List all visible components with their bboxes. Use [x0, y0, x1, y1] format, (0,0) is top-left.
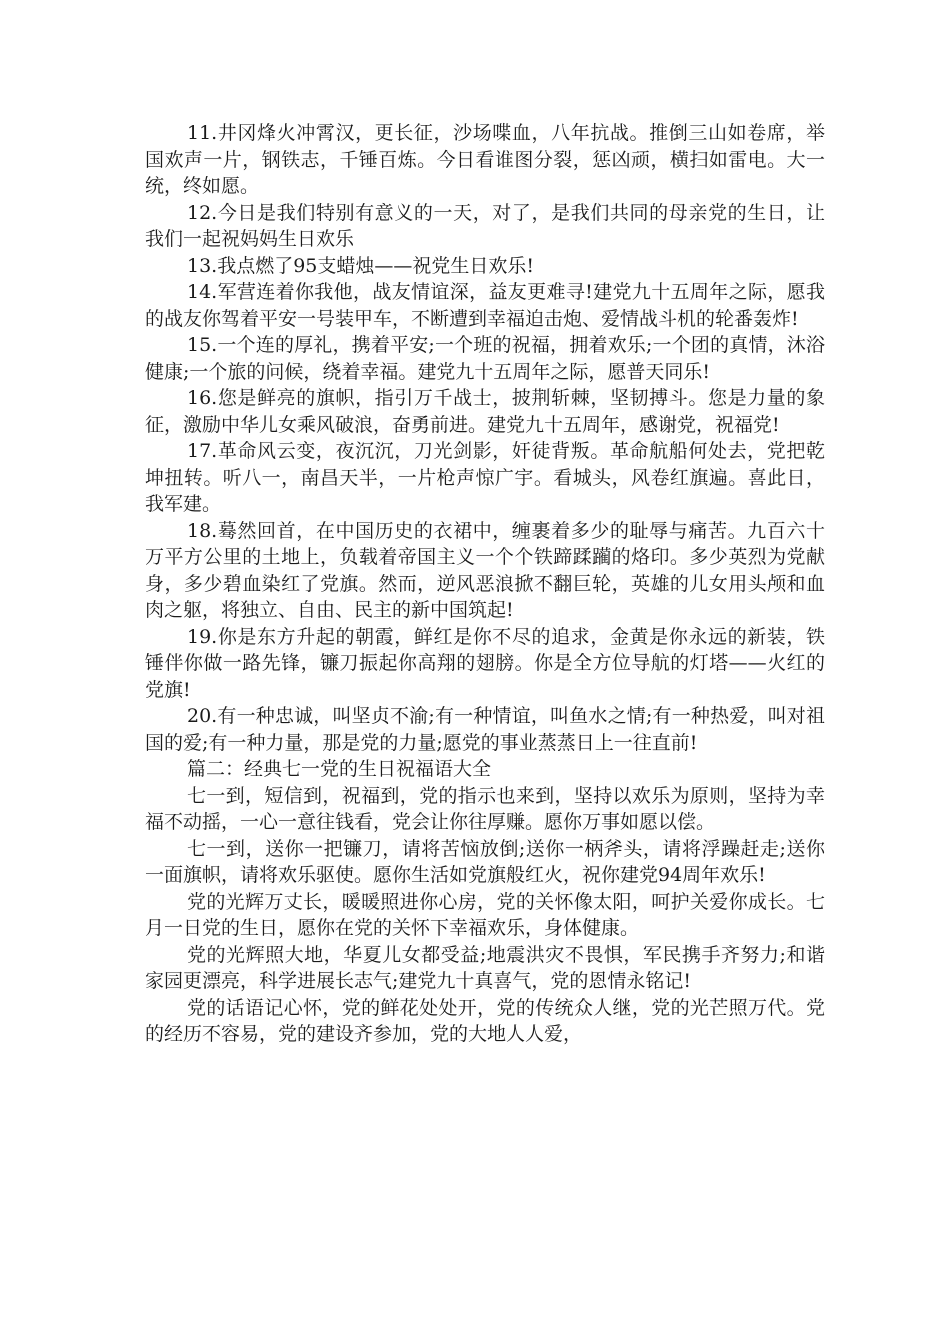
paragraph-19: 19.你是东方升起的朝霞，鲜红是你不尽的追求，金黄是你永远的新装，铁锤伴你做一路先锋，镰刀振起你高翔的翅膀。你是全方位导航的灯塔——火红的党旗!	[145, 625, 825, 701]
paragraph-20: 20.有一种忠诚，叫坚贞不渝;有一种情谊，叫鱼水之情;有一种热爱，叫对祖国的爱;有一种力量，那是党的力量;愿党的事业蒸蒸日上一往直前!	[145, 705, 825, 754]
paragraph-18: 18.蓦然回首，在中国历史的衣裙中，缠裹着多少的耻辱与痛苦。九百六十万平方公里的土地上，负载着帝国主义一个个铁蹄蹂躏的烙印。多少英烈为党献身，多少碧血染红了党旗。然而，逆风恶浪掀不翻巨轮，英雄的儿女用头颅和血肉之躯，将独立、自由、民主的新中国筑起!	[145, 519, 825, 621]
paragraph-14: 14.军营连着你我他，战友情谊深，益友更难寻!建党九十五周年之际，愿我的战友你驾着平安一号装甲车，不断遭到幸福迫击炮、爱情战斗机的轮番轰炸!	[145, 281, 825, 330]
paragraph-11: 11.井冈烽火冲霄汉，更长征，沙场喋血，八年抗战。推倒三山如卷席，举国欢声一片，钢铁志，千锤百炼。今日看谁图分裂，惩凶顽，横扫如雷电。大一统，终如愿。	[145, 122, 825, 197]
paragraph-13: 13.我点燃了95支蜡烛——祝党生日欢乐!	[187, 254, 535, 277]
paragraph-huayu: 党的话语记心怀，党的鲜花处处开，党的传统众人继，党的光芒照万代。党的经历不容易，党的建设齐参加，党的大地人人爱，	[145, 996, 825, 1045]
paragraph-12: 12.今日是我们特别有意义的一天，对了，是我们共同的母亲党的生日，让我们一起祝妈妈生日欢乐	[145, 201, 825, 250]
section-heading: 篇二：经典七一党的生日祝福语大全	[187, 758, 492, 780]
paragraph-guanghui-2: 党的光辉照大地，华夏儿女都受益;地震洪灾不畏惧，军民携手齐努力;和谐家园更漂亮，科学进展长志气;建党九十真喜气，党的恩情永铭记!	[145, 943, 825, 992]
paragraph-qiyi-2: 七一到，送你一把镰刀，请将苦恼放倒;送你一柄斧头，请将浮躁赶走;送你一面旗帜，请将欢乐驱使。愿你生活如党旗般红火，祝你建党94周年欢乐!	[145, 837, 825, 886]
paragraph-guanghui-1: 党的光辉万丈长，暖暖照进你心房，党的关怀像太阳，呵护关爱你成长。七月一日党的生日，愿你在党的关怀下幸福欢乐，身体健康。	[145, 890, 825, 939]
paragraph-16: 16.您是鲜亮的旗帜，指引万千战士，披荆斩棘，坚韧搏斗。您是力量的象征，激励中华儿女乘风破浪，奋勇前进。建党九十五周年，感谢党，祝福党!	[145, 387, 825, 436]
paragraph-15: 15.一个连的厚礼，携着平安;一个班的祝福，拥着欢乐;一个团的真情，沐浴健康;一个旅的问候，绕着幸福。建党九十五周年之际，愿普天同乐!	[145, 334, 825, 383]
paragraph-qiyi-1: 七一到，短信到，祝福到，党的指示也来到，坚持以欢乐为原则，坚持为幸福不动摇，一心一意往钱看，党会让你往厚赚。愿你万事如愿以偿。	[145, 784, 825, 833]
paragraph-17: 17.革命风云变，夜沉沉，刀光剑影，奸徒背叛。革命航船何处去，党把乾坤扭转。听八一，南昌天半，一片枪声惊广宇。看城头，风卷红旗遍。喜此日，我军建。	[145, 440, 825, 515]
document-body	[145, 120, 825, 1048]
